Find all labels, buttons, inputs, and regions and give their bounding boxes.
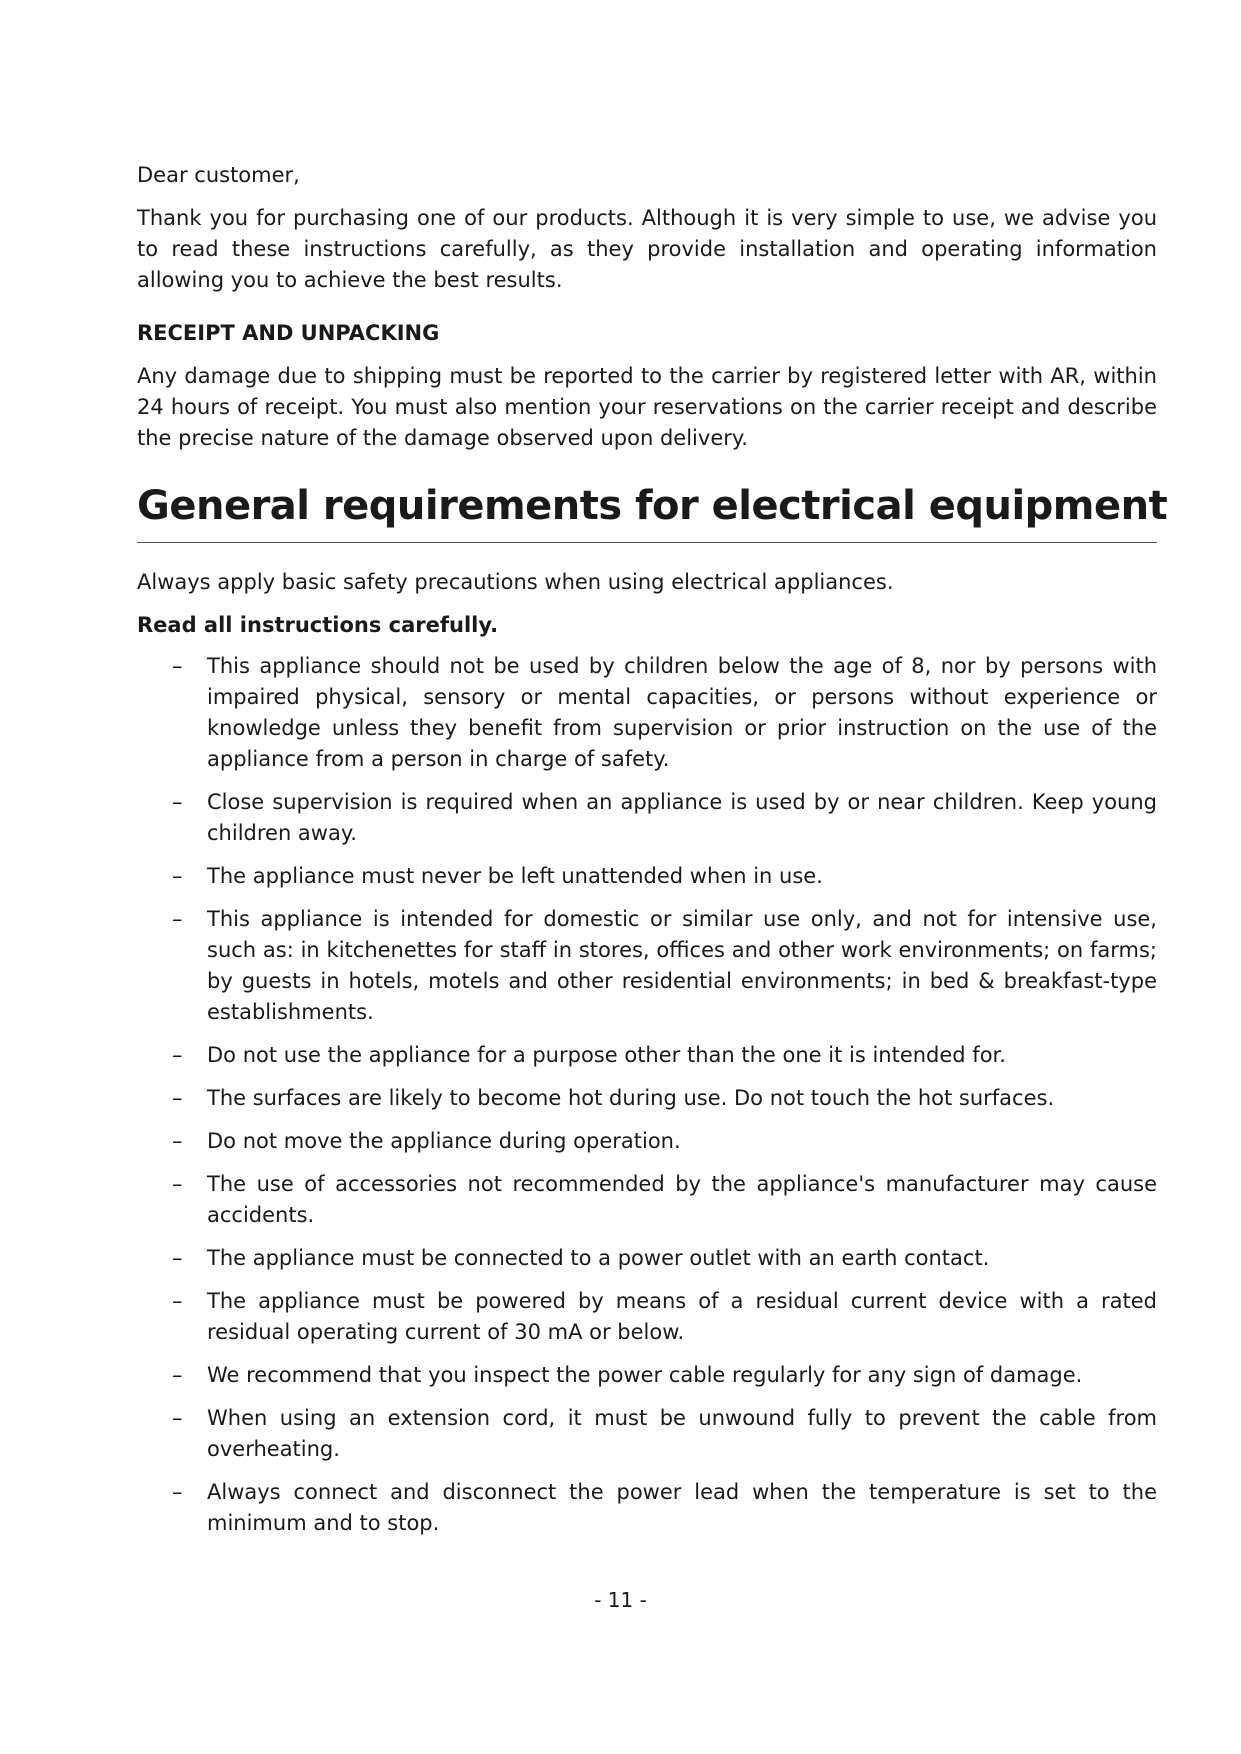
dash-bullet-icon: – <box>172 1129 183 1153</box>
list-item-text: Do not use the appliance for a purpose other than the one it is intended for. <box>207 1043 1006 1067</box>
receipt-heading: RECEIPT AND UNPACKING <box>137 321 440 345</box>
greeting: Dear customer, <box>137 163 300 187</box>
dash-bullet-icon: – <box>172 1086 183 1110</box>
dash-bullet-icon: – <box>172 1289 183 1313</box>
dash-bullet-icon: – <box>172 1480 183 1504</box>
list-item-text: Always connect and disconnect the power lead when the temperature is set to the minimum and to stop. <box>207 1480 1157 1535</box>
page-number: - 11 - <box>594 1588 647 1612</box>
list-item <box>172 904 1157 1028</box>
list-item <box>172 1403 1157 1465</box>
dash-bullet-icon: – <box>172 907 183 931</box>
list-item-text: The appliance must be connected to a power outlet with an earth contact. <box>207 1246 990 1270</box>
list-item-text: The appliance must never be left unattended when in use. <box>207 864 823 888</box>
list-item-text: This appliance is intended for domestic or similar use only, and not for intensive use, such as: in kitchenettes for staff in stores, offices and other work environments; on farms; by guests in hotels, motels and other residential environments; in bed & breakfast-type establishments. <box>207 907 1157 1024</box>
read-instructions-emphasis: Read all instructions carefully. <box>137 613 499 637</box>
list-item <box>172 1360 1157 1391</box>
dash-bullet-icon: – <box>172 1043 183 1067</box>
list-item-text: The use of accessories not recommended by the appliance's manufacturer may cause accidents. <box>207 1172 1157 1227</box>
list-item-text: This appliance should not be used by children below the age of 8, nor by persons with impaired physical, sensory or mental capacities, or persons without experience or knowledge unless they benefit from supervision or prior instruction on the use of the appliance from a person in charge of safety. <box>207 654 1157 771</box>
list-item-text: The appliance must be powered by means of a residual current device with a rated residual operating current of 30 mA or below. <box>207 1289 1157 1344</box>
list-item <box>172 651 1157 775</box>
list-item-text: The surfaces are likely to become hot during use. Do not touch the hot surfaces. <box>207 1086 1055 1110</box>
dash-bullet-icon: – <box>172 790 183 814</box>
list-item <box>172 1243 1157 1274</box>
list-item <box>172 787 1157 849</box>
section-intro: Always apply basic safety precautions when using electrical appliances. <box>137 570 894 594</box>
list-item <box>172 1040 1157 1071</box>
intro-paragraph: Thank you for purchasing one of our products. Although it is very simple to use, we advise you to read these instructions carefully, as they provide installation and operating information allowing you to achieve the best results. <box>137 206 1157 292</box>
receipt-body: Any damage due to shipping must be reported to the carrier by registered letter with AR, within 24 hours of receipt. You must also mention your reservations on the carrier receipt and describe the precise nature of the damage observed upon delivery. <box>137 364 1157 450</box>
dash-bullet-icon: – <box>172 1172 183 1196</box>
list-item <box>172 861 1157 892</box>
list-item-text: We recommend that you inspect the power cable regularly for any sign of damage. <box>207 1363 1083 1387</box>
list-item-text: Close supervision is required when an appliance is used by or near children. Keep young children away. <box>207 790 1157 845</box>
document-page <box>137 160 1168 1551</box>
list-item <box>172 1169 1157 1231</box>
list-item <box>172 1126 1157 1157</box>
dash-bullet-icon: – <box>172 1406 183 1430</box>
section-title: General requirements for electrical equipment <box>137 482 1157 543</box>
dash-bullet-icon: – <box>172 654 183 678</box>
list-item-text: When using an extension cord, it must be unwound fully to prevent the cable from overheating. <box>207 1406 1157 1461</box>
safety-list <box>137 651 1157 1539</box>
dash-bullet-icon: – <box>172 864 183 888</box>
list-item <box>172 1477 1157 1539</box>
dash-bullet-icon: – <box>172 1363 183 1387</box>
dash-bullet-icon: – <box>172 1246 183 1270</box>
list-item <box>172 1083 1157 1114</box>
list-item <box>172 1286 1157 1348</box>
list-item-text: Do not move the appliance during operation. <box>207 1129 681 1153</box>
